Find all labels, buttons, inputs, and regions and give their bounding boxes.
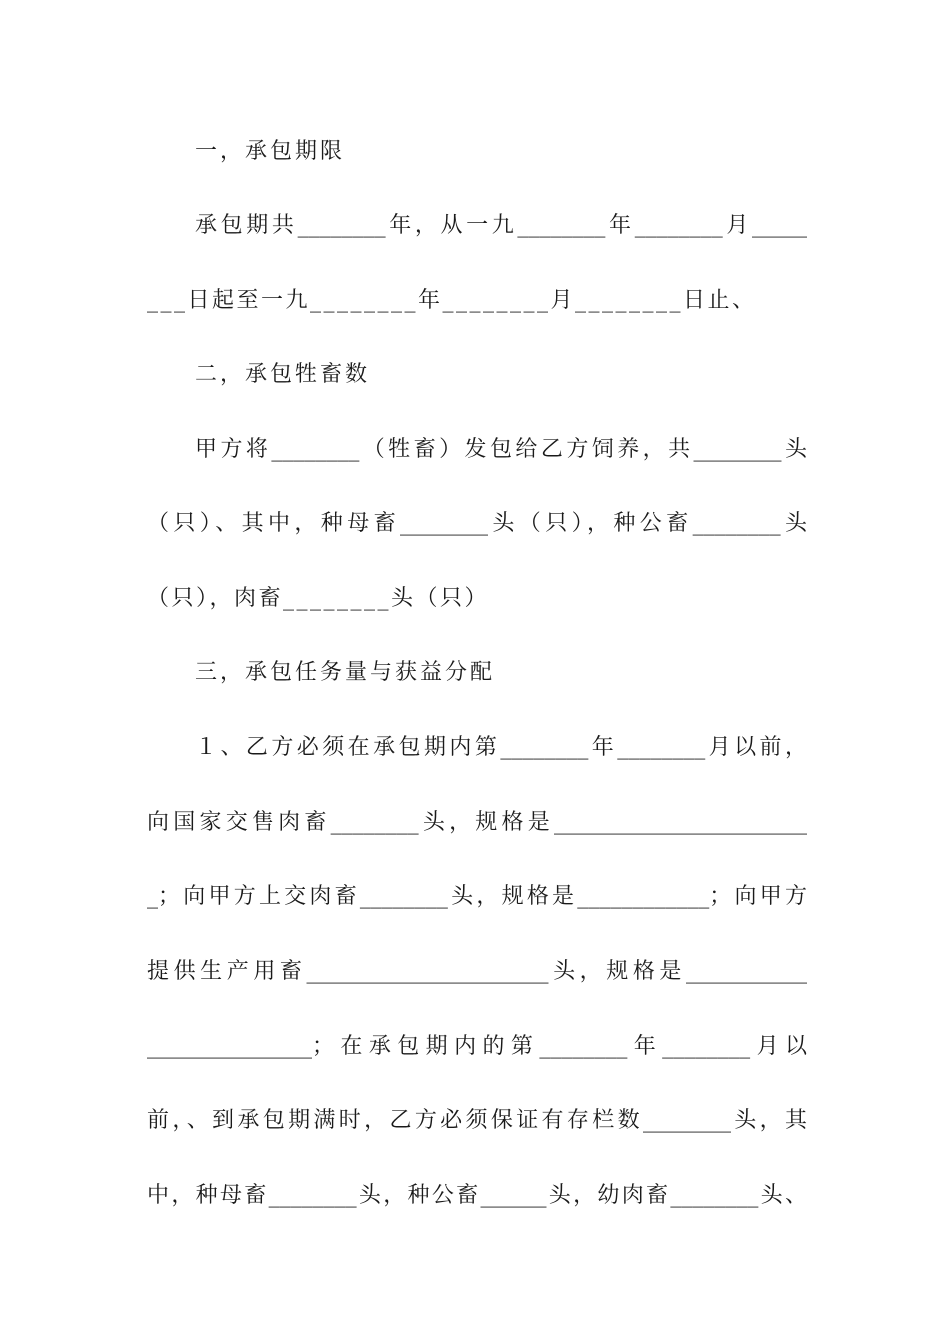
paragraph-line: 承包期共________年，从一九________年________月_____	[195, 213, 807, 238]
paragraph-line: １、乙方必须在承包期内第________年________月以前，	[195, 735, 807, 760]
paragraph-line: 甲方将________（牲畜）发包给乙方饲养，共________头	[195, 437, 807, 462]
section-heading-term: 一，承包期限	[195, 139, 346, 164]
paragraph-line: _______________；在承包期内的第________年________月以	[147, 1034, 807, 1059]
section-heading-tasks: 三，承包任务量与获益分配	[195, 660, 496, 685]
paragraph-line: 提供生产用畜______________________头，规格是___________	[147, 959, 807, 984]
paragraph-line: 前，、到承包期满时，乙方必须保证有存栏数________头，其	[147, 1108, 807, 1133]
paragraph-line: ___日起至一九________年________月________日止、	[147, 288, 757, 313]
paragraph-line: （只），肉畜________头（只）	[147, 586, 490, 611]
paragraph-line: _；向甲方上交肉畜________头，规格是____________；向甲方	[147, 884, 807, 909]
paragraph-line: 中，种母畜________头，种公畜______头，幼肉畜________头、	[147, 1183, 807, 1208]
section-heading-livestock: 二，承包牲畜数	[195, 362, 371, 387]
paragraph-line: （只）、其中，种母畜________头（只），种公畜________头	[147, 511, 807, 536]
paragraph-line: 向国家交售肉畜________头，规格是_______________________	[147, 810, 807, 835]
